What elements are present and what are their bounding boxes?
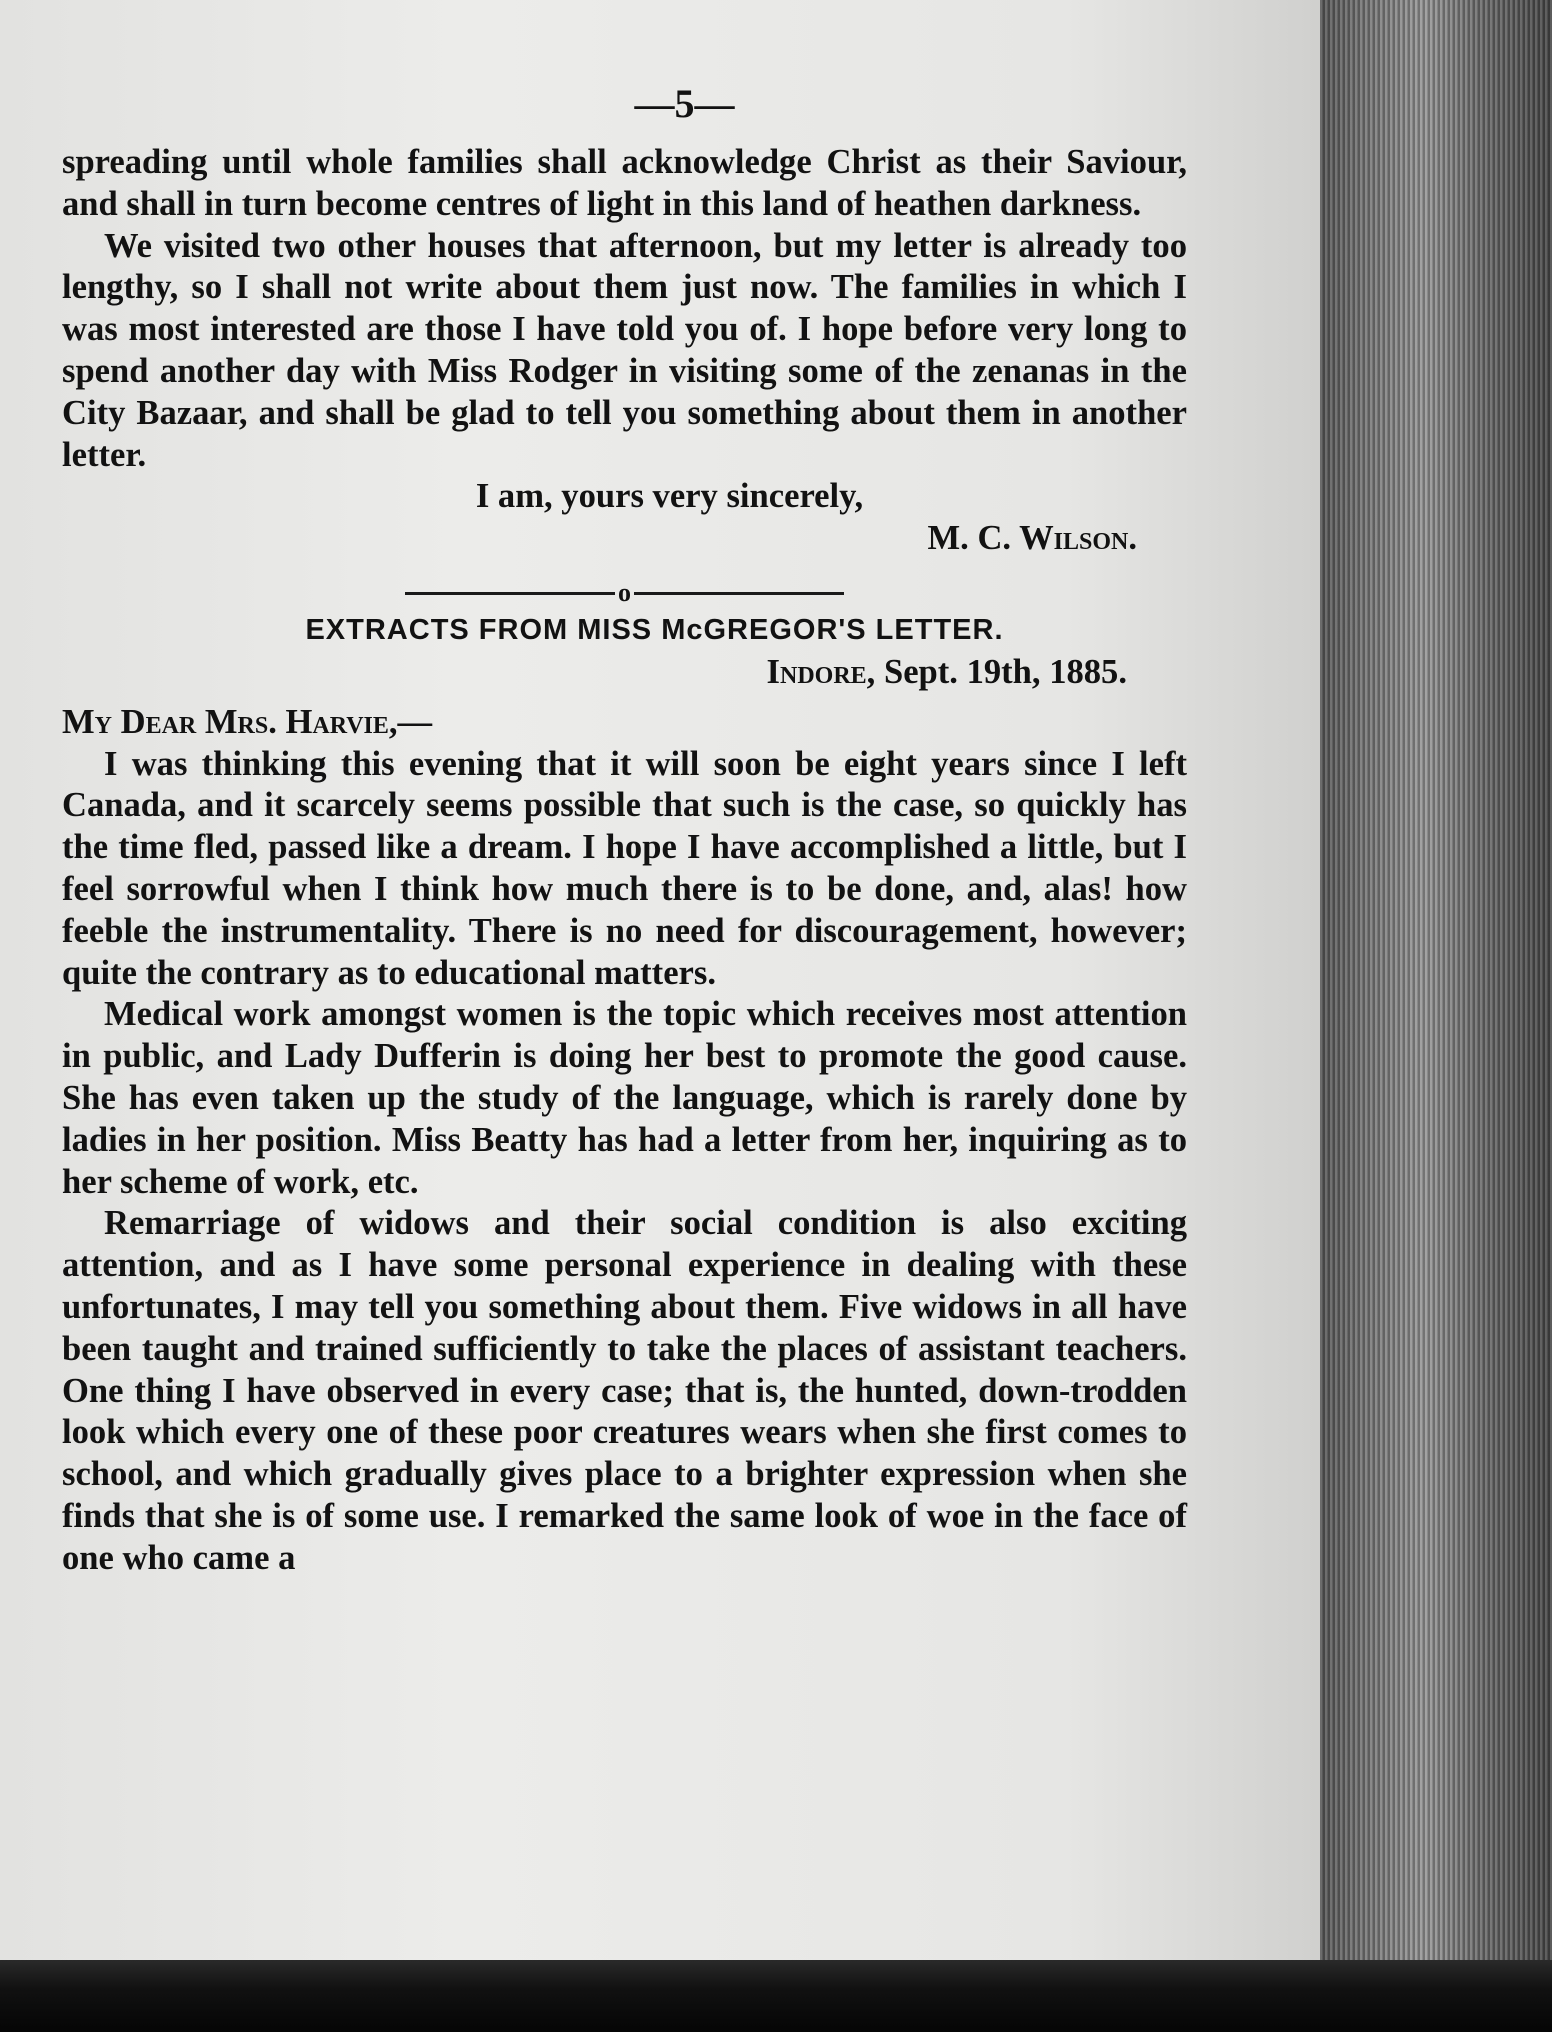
page-text-block bbox=[62, 78, 1187, 1580]
book-page-edges bbox=[1320, 0, 1552, 1985]
page-number: —5— bbox=[634, 81, 735, 126]
scan-bottom-shadow bbox=[0, 1960, 1552, 2032]
paragraph-eight-years: I was thinking this evening that it will soon be eight years since I left Canada, and it scarcely seems possible that such is the case, so quickly has the time fled, passed like a dream. I hope I have accomplished a little, but I feel sorrowful when I think how much there is to be done, and, alas! how feeble the instrumentality. There is no need for discouragement, however; quite the contrary as to educational matters. bbox=[62, 744, 1187, 992]
divider-mark: o bbox=[618, 578, 631, 608]
divider-rule-right bbox=[634, 592, 844, 595]
letter-signature: M. C. Wilson. bbox=[927, 519, 1137, 558]
paragraph-continued: spreading until whole families shall acknowledge Christ as their Saviour, and shall in turn become centres of light in this land of heathen darkness. bbox=[62, 143, 1187, 223]
dateline-place: Indore, bbox=[766, 652, 876, 691]
paragraph-medical-work: Medical work amongst women is the topic which receives most attention in public, and Lady Dufferin is doing her best to promote the good cause. She has even taken up the study of the language, which is rarely done by ladies in her position. Miss Beatty has had a letter from her, inquiring as to her scheme of work, etc. bbox=[62, 995, 1187, 1201]
dateline bbox=[62, 652, 1187, 694]
letter-closing: I am, yours very sincerely, bbox=[475, 477, 864, 516]
section-title: EXTRACTS FROM MISS McGREGOR'S LETTER. bbox=[305, 613, 1004, 646]
dateline-date: Sept. 19th, 1885. bbox=[883, 652, 1127, 691]
divider-rule-left bbox=[405, 592, 615, 595]
paragraph-remarriage-widows: Remarriage of widows and their social condition is also exciting attention, and as I have some personal experience in dealing with these unfortunates, I may tell you something about them. Five widows in all have been taught and trained sufficiently to take the places of assistant teachers. One thing I have observed in every case; that is, the hunted, down-trodden look which every one of these poor creatures wears when she first comes to school, and which gradually gives place to a brighter expression when she finds that she is of some use. I remarked the same look of woe in the face of one who came a bbox=[62, 1204, 1187, 1577]
salutation: My Dear Mrs. Harvie,— bbox=[62, 702, 433, 741]
section-divider bbox=[62, 570, 1187, 608]
paragraph-visited-houses: We visited two other houses that afternoon, but my letter is already too lengthy, so I shall not write about them just now. The families in which I was most interested are those I have told you of. I hope before very long to spend another day with Miss Rodger in visiting some of the zenanas in the City Bazaar, and shall be glad to tell you something about them in another letter. bbox=[62, 226, 1187, 474]
